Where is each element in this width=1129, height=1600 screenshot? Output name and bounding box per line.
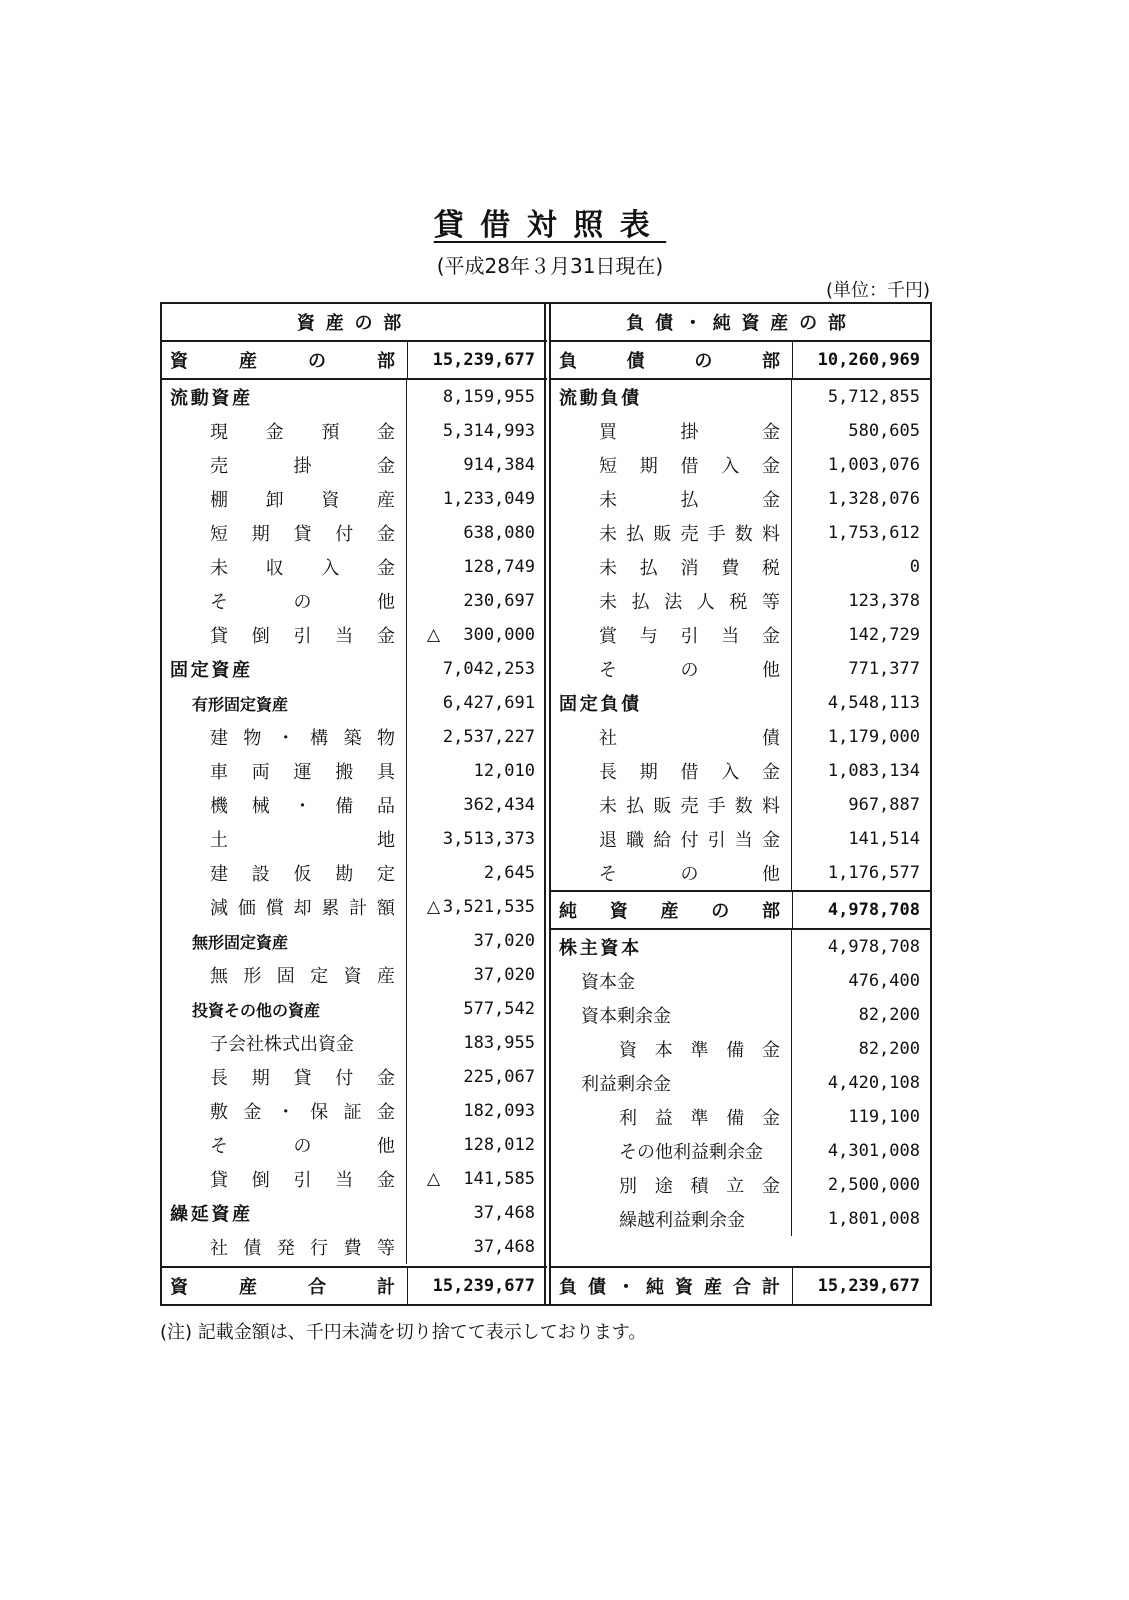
assets-row-label: 固定資産 — [170, 660, 253, 681]
liabilities-row — [551, 448, 932, 482]
liabilities-row — [551, 754, 932, 788]
liabilities-row-value: 1,753,612 — [827, 523, 920, 543]
liabilities-row-value: 123,378 — [848, 591, 920, 611]
assets-row — [162, 890, 547, 924]
equity-row-label: 利益剰余金 — [581, 1074, 671, 1095]
assets-row-label: 有形固定資産 — [192, 694, 289, 714]
equity-row-label: 株主資本 — [559, 938, 642, 959]
equity-banner — [551, 890, 932, 930]
assets-row — [162, 958, 547, 992]
equity-row-label: 資本金 — [581, 972, 635, 993]
assets-header: 資産の部 — [162, 304, 547, 342]
equity-row-value: 4,301,008 — [827, 1141, 920, 1161]
equity-row — [551, 1202, 932, 1236]
assets-row-label: 投資その他の資産 — [192, 1000, 321, 1020]
liabilities-row-label: 退 職 給 付 引 当 金 — [599, 830, 780, 851]
assets-row-value: 128,749 — [463, 557, 535, 577]
assets-row-label: 車 両 運 搬 具 — [210, 762, 395, 783]
balance-sheet-table — [160, 302, 932, 1306]
assets-row-value: 37,468 — [473, 1237, 535, 1257]
equity-row — [551, 930, 932, 964]
assets-row-value: 1,233,049 — [442, 489, 535, 509]
liabilities-row-label: 固定負債 — [559, 694, 642, 715]
liabilities-row-label: 未 払 金 — [599, 490, 780, 511]
assets-row-value: 182,093 — [463, 1101, 535, 1121]
liabilities-row-value: 1,003,076 — [827, 455, 920, 475]
assets-row-value: 362,434 — [463, 795, 535, 815]
liabilities-total-row — [551, 1266, 932, 1304]
assets-row-label: 土 地 — [210, 830, 395, 851]
liabilities-row — [551, 516, 932, 550]
assets-row-value: △ 141,585 — [407, 1169, 547, 1189]
liabilities-row-label: 社 債 — [599, 728, 780, 749]
assets-row-value: 230,697 — [463, 591, 535, 611]
liabilities-row-label: そ の 他 — [599, 660, 780, 681]
assets-row — [162, 992, 547, 1026]
liabilities-row — [551, 584, 932, 618]
equity-row-label: その他利益剰余金 — [619, 1142, 763, 1163]
liabilities-section — [549, 304, 932, 1304]
equity-row — [551, 1134, 932, 1168]
assets-row — [162, 380, 547, 414]
liabilities-row — [551, 550, 932, 584]
liabilities-row — [551, 482, 932, 516]
assets-row-value: △ 3,521,535 — [407, 897, 547, 917]
assets-row-label: 無 形 固 定 資 産 — [210, 966, 395, 987]
assets-total-value: 15,239,677 — [407, 1268, 547, 1304]
assets-section — [162, 304, 547, 1304]
assets-row — [162, 1230, 547, 1264]
liabilities-banner-value: 10,260,969 — [792, 342, 932, 378]
equity-row-label: 繰越利益剰余金 — [619, 1210, 745, 1231]
equity-row — [551, 1066, 932, 1100]
assets-total-row — [162, 1266, 547, 1304]
unit-label: (単位：千円) — [825, 280, 930, 301]
assets-row-label: 繰延資産 — [170, 1204, 253, 1225]
equity-row — [551, 1032, 932, 1066]
equity-row — [551, 964, 932, 998]
assets-row-label: 子会社株式出資金 — [210, 1034, 354, 1055]
assets-banner — [162, 342, 547, 380]
assets-rows — [162, 380, 547, 1264]
assets-row-label: 貸 倒 引 当 金 — [210, 1170, 395, 1191]
report-date: (平成28年３月31日現在) — [436, 254, 664, 278]
assets-row-label: 敷 金 ・ 保 証 金 — [210, 1102, 395, 1123]
assets-row — [162, 1060, 547, 1094]
negative-mark-icon: △ — [427, 897, 441, 917]
negative-mark-icon: △ — [427, 625, 441, 645]
assets-row-value: 6,427,691 — [442, 693, 535, 713]
assets-row — [162, 856, 547, 890]
liabilities-row — [551, 652, 932, 686]
assets-row — [162, 652, 547, 686]
liabilities-total-label: 負 債 ・ 純 資 産 合 計 — [559, 1277, 780, 1298]
equity-rows — [551, 930, 932, 1236]
assets-row-value: 5,314,993 — [442, 421, 535, 441]
liabilities-row-label: 買 掛 金 — [599, 422, 780, 443]
liabilities-row — [551, 618, 932, 652]
liabilities-row-value: 0 — [909, 557, 920, 577]
assets-row — [162, 448, 547, 482]
liabilities-row — [551, 380, 932, 414]
assets-row-value: 225,067 — [463, 1067, 535, 1087]
liabilities-row-value: 771,377 — [848, 659, 920, 679]
equity-banner-value: 4,978,708 — [792, 892, 932, 928]
assets-row-label: 機 械 ・ 備 品 — [210, 796, 395, 817]
assets-row-value: 2,645 — [483, 863, 535, 883]
liabilities-row — [551, 720, 932, 754]
liabilities-row-label: そ の 他 — [599, 864, 780, 885]
assets-row-value: 3,513,373 — [442, 829, 535, 849]
liabilities-row — [551, 788, 932, 822]
liabilities-row-label: 未 払 販 売 手 数 料 — [599, 796, 780, 817]
liabilities-row-label: 未 払 販 売 手 数 料 — [599, 524, 780, 545]
assets-row-value: 183,955 — [463, 1033, 535, 1053]
equity-row-label: 利 益 準 備 金 — [619, 1108, 780, 1129]
equity-row — [551, 1100, 932, 1134]
assets-row — [162, 550, 547, 584]
liabilities-header: 負債・純資産の部 — [551, 304, 932, 342]
equity-banner-label: 純 資 産 の 部 — [559, 901, 780, 922]
liabilities-row-value: 1,083,134 — [827, 761, 920, 781]
liabilities-row-label: 流動負債 — [559, 388, 642, 409]
equity-row-value: 4,978,708 — [827, 937, 920, 957]
assets-row — [162, 1162, 547, 1196]
assets-row-value: 12,010 — [473, 761, 535, 781]
liabilities-row-label: 長 期 借 入 金 — [599, 762, 780, 783]
equity-row-value: 476,400 — [848, 971, 920, 991]
assets-row-label: 未 収 入 金 — [210, 558, 395, 579]
liabilities-row-value: 142,729 — [848, 625, 920, 645]
equity-row-value: 4,420,108 — [827, 1073, 920, 1093]
assets-row-label: 棚 卸 資 産 — [210, 490, 395, 511]
assets-row — [162, 720, 547, 754]
assets-row-label: 現 金 預 金 — [210, 422, 395, 443]
assets-row — [162, 414, 547, 448]
liabilities-row-value: 141,514 — [848, 829, 920, 849]
assets-row-value: 8,159,955 — [442, 387, 535, 407]
assets-row — [162, 754, 547, 788]
equity-row-value: 82,200 — [858, 1005, 920, 1025]
liabilities-row — [551, 856, 932, 890]
equity-row-label: 資 本 準 備 金 — [619, 1040, 780, 1061]
assets-row-value: 37,020 — [473, 965, 535, 985]
assets-row-value: 577,542 — [463, 999, 535, 1019]
assets-row-value: △ 300,000 — [407, 625, 547, 645]
assets-row — [162, 686, 547, 720]
equity-row — [551, 998, 932, 1032]
liabilities-row — [551, 414, 932, 448]
assets-row-label: 無形固定資産 — [192, 932, 289, 952]
equity-row-value: 2,500,000 — [827, 1175, 920, 1195]
assets-row-value: 37,020 — [473, 931, 535, 951]
footnote: (注) 記載金額は、千円未満を切り捨てて表示しております。 — [160, 1322, 647, 1343]
assets-row — [162, 584, 547, 618]
assets-row-value: 128,012 — [463, 1135, 535, 1155]
assets-row — [162, 482, 547, 516]
liabilities-rows — [551, 380, 932, 890]
liabilities-row-value: 1,176,577 — [827, 863, 920, 883]
assets-row-label: そ の 他 — [210, 1136, 395, 1157]
equity-row-value: 1,801,008 — [827, 1209, 920, 1229]
liabilities-row-value: 4,548,113 — [827, 693, 920, 713]
assets-row-value: 2,537,227 — [442, 727, 535, 747]
assets-row — [162, 924, 547, 958]
liabilities-banner — [551, 342, 932, 380]
equity-row — [551, 1168, 932, 1202]
equity-row-label: 別 途 積 立 金 — [619, 1176, 780, 1197]
assets-row — [162, 1094, 547, 1128]
assets-row-value: 914,384 — [463, 455, 535, 475]
liabilities-row-value: 967,887 — [848, 795, 920, 815]
liabilities-row-value: 580,605 — [848, 421, 920, 441]
assets-row — [162, 1026, 547, 1060]
document-title: 貸借対照表 — [433, 208, 667, 243]
negative-mark-icon: △ — [427, 1169, 441, 1189]
liabilities-row-value: 1,179,000 — [827, 727, 920, 747]
liabilities-row — [551, 822, 932, 856]
assets-row-label: 売 掛 金 — [210, 456, 395, 477]
liabilities-banner-label: 負 債 の 部 — [559, 351, 780, 372]
assets-row-value: 37,468 — [473, 1203, 535, 1223]
assets-row-value: 7,042,253 — [442, 659, 535, 679]
assets-row — [162, 1128, 547, 1162]
assets-row-label: 長 期 貸 付 金 — [210, 1068, 395, 1089]
liabilities-row-value: 5,712,855 — [827, 387, 920, 407]
liabilities-row-label: 短 期 借 入 金 — [599, 456, 780, 477]
liabilities-row-value: 1,328,076 — [827, 489, 920, 509]
assets-banner-value: 15,239,677 — [407, 342, 547, 378]
liabilities-row-label: 未 払 法 人 税 等 — [599, 592, 780, 613]
assets-row-label: 貸 倒 引 当 金 — [210, 626, 395, 647]
assets-row-label: 短 期 貸 付 金 — [210, 524, 395, 545]
liabilities-row-label: 未 払 消 費 税 — [599, 558, 780, 579]
assets-row — [162, 618, 547, 652]
assets-row-label: 建 物 ・ 構 築 物 — [210, 728, 395, 749]
assets-row-label: 流動資産 — [170, 388, 253, 409]
assets-banner-label: 資 産 の 部 — [170, 351, 395, 372]
assets-total-label: 資 産 合 計 — [170, 1277, 395, 1298]
assets-row — [162, 1196, 547, 1230]
liabilities-total-value: 15,239,677 — [792, 1268, 932, 1304]
assets-row-label: 社 債 発 行 費 等 — [210, 1238, 395, 1259]
equity-row-value: 82,200 — [858, 1039, 920, 1059]
equity-row-label: 資本剰余金 — [581, 1006, 671, 1027]
assets-row — [162, 788, 547, 822]
assets-row-value: 638,080 — [463, 523, 535, 543]
assets-row-label: そ の 他 — [210, 592, 395, 613]
liabilities-row-label: 賞 与 引 当 金 — [599, 626, 780, 647]
liabilities-row — [551, 686, 932, 720]
assets-row-label: 建 設 仮 勘 定 — [210, 864, 395, 885]
assets-row — [162, 822, 547, 856]
assets-row-label: 減 価 償 却 累 計 額 — [210, 898, 395, 919]
assets-row — [162, 516, 547, 550]
equity-row-value: 119,100 — [848, 1107, 920, 1127]
